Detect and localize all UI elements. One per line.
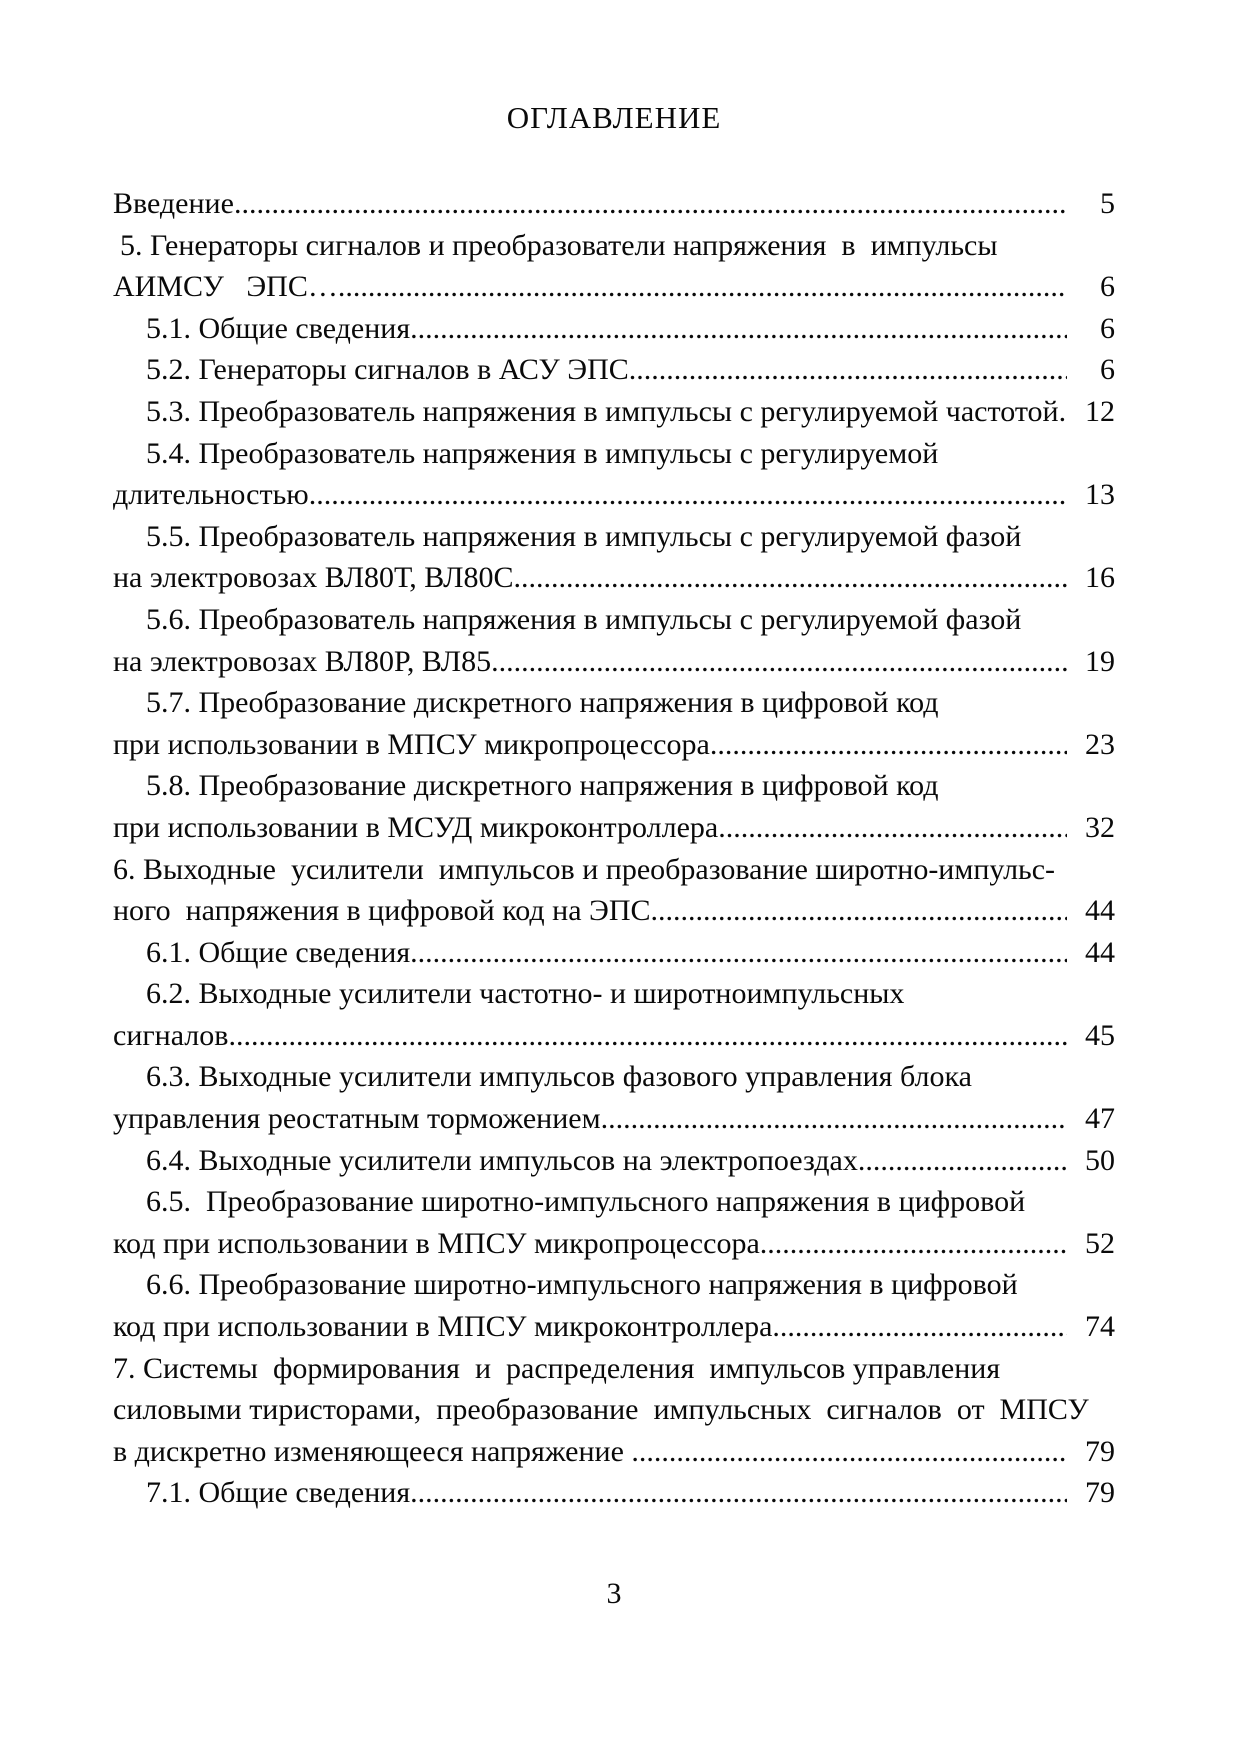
toc-entry-page: 45 — [1085, 1018, 1115, 1052]
toc-entry-label: при использовании в МСУД микроконтроллера — [113, 810, 719, 844]
toc-entry — [113, 474, 1115, 516]
toc-entry-label: на электровозах ВЛ80Т, ВЛ80С — [113, 561, 514, 595]
page-title: ОГЛАВЛЕНИЕ — [506, 100, 722, 135]
toc-entry — [113, 849, 1115, 891]
toc-entry — [113, 1431, 1115, 1473]
toc-entry-label: 5.6. Преобразователь напряжения в импульсы с регулируемой фазой — [146, 602, 1022, 636]
toc-entry — [113, 807, 1115, 849]
toc-entry-label: 5.4. Преобразователь напряжения в импульсы с регулируемой — [146, 436, 939, 470]
toc-entry-page: 13 — [1085, 478, 1115, 512]
dot-leader — [234, 183, 1067, 225]
toc-entry-label: 6.1. Общие сведения — [146, 935, 411, 969]
toc-entry-label: силовыми тиристорами, преобразование импульсных сигналов от МПСУ — [113, 1393, 1089, 1427]
toc-entry-page: 50 — [1085, 1143, 1115, 1177]
toc-entry-page: 79 — [1085, 1434, 1115, 1468]
toc-entry-label: 5.8. Преобразование дискретного напряжения в цифровой код — [146, 769, 939, 803]
toc-entry-page: 79 — [1085, 1476, 1115, 1510]
toc-entry-label: Введение — [113, 187, 234, 220]
toc-entry-page: 47 — [1085, 1102, 1115, 1136]
toc-entry — [113, 1223, 1115, 1265]
toc-entry — [113, 724, 1115, 766]
toc-entry-page: 44 — [1085, 894, 1115, 928]
dot-leader — [338, 266, 1067, 308]
toc-entry — [113, 1015, 1115, 1057]
toc-entry-page: 6 — [1100, 311, 1115, 345]
toc-entry-label: ного напряжения в цифровой код на ЭПС — [113, 894, 651, 928]
toc-entry — [113, 1140, 1115, 1182]
toc-entry-page: 6 — [1100, 270, 1115, 304]
toc-entry — [113, 391, 1115, 433]
toc-entry — [113, 1472, 1115, 1514]
toc-entry-page: 5 — [1100, 187, 1115, 220]
toc-entry — [113, 308, 1115, 350]
toc-entry-label: 5. Генераторы сигналов и преобразователи напряжения в импульсы — [120, 228, 998, 262]
toc-entry-page: 52 — [1085, 1226, 1115, 1260]
toc-entry-label: 7.1. Общие сведения — [146, 1476, 411, 1510]
toc-entry-label: длительностью — [113, 478, 309, 512]
toc-entry — [113, 183, 1115, 225]
dot-leader — [760, 1223, 1067, 1265]
toc-entry-page: 6 — [1100, 353, 1115, 387]
dot-leader — [631, 1431, 1067, 1473]
toc-entry-label: в дискретно изменяющееся напряжение — [113, 1434, 632, 1468]
toc-entry — [113, 1056, 1115, 1098]
toc-entry — [113, 682, 1115, 724]
toc-entry-label: управления реостатным торможением — [113, 1102, 601, 1136]
dot-leader — [514, 557, 1067, 599]
toc-entry — [113, 1098, 1115, 1140]
toc-entry-label: АИМСУ ЭПС… — [113, 270, 338, 304]
toc-entry-label: сигналов — [113, 1018, 229, 1052]
toc-entry — [113, 890, 1115, 932]
toc-entry-label: 6.4. Выходные усилители импульсов на электропоездах — [146, 1143, 858, 1177]
toc-entry-label: 6.3. Выходные усилители импульсов фазового управления блока — [146, 1060, 972, 1094]
toc-entry-page: 23 — [1085, 727, 1115, 761]
toc-entry — [113, 1348, 1115, 1390]
dot-leader — [629, 349, 1067, 391]
toc-entry — [113, 1264, 1115, 1306]
toc-entry-label: на электровозах ВЛ80Р, ВЛ85 — [113, 644, 492, 678]
toc-entry — [113, 973, 1115, 1015]
toc-entry-label: 6.6. Преобразование широтно-импульсного напряжения в цифровой — [146, 1268, 1018, 1302]
toc-entry-label: 5.5. Преобразователь напряжения в импульсы с регулируемой фазой — [146, 519, 1022, 553]
toc-entry — [113, 433, 1115, 475]
dot-leader — [858, 1140, 1067, 1182]
toc-entry — [113, 557, 1115, 599]
toc-entry-label: 5.2. Генераторы сигналов в АСУ ЭПС — [146, 353, 629, 387]
dot-leader — [772, 1306, 1067, 1348]
toc-entry-label: 6.5. Преобразование широтно-импульсного напряжения в цифровой — [146, 1185, 1026, 1219]
toc-entry — [113, 1181, 1115, 1223]
toc-entry-page: 44 — [1085, 935, 1115, 969]
toc-entry — [113, 266, 1115, 308]
toc-entry — [113, 932, 1115, 974]
toc-entry — [113, 765, 1115, 807]
dot-leader — [228, 1015, 1067, 1057]
toc-entry — [113, 225, 1115, 267]
toc-entry-label: при использовании в МПСУ микропроцессора — [113, 727, 710, 761]
toc-entry — [113, 349, 1115, 391]
dot-leader — [309, 474, 1067, 516]
dot-leader — [601, 1098, 1067, 1140]
toc-entry — [113, 599, 1115, 641]
toc-entry — [113, 1306, 1115, 1348]
dot-leader — [410, 308, 1067, 350]
toc-entry — [113, 1389, 1115, 1431]
dot-leader — [651, 890, 1067, 932]
toc-entry-page: 74 — [1085, 1310, 1115, 1344]
toc-entry-label: 7. Системы формирования и распределения импульсов управления — [113, 1351, 1001, 1385]
toc-entry-label: 6. Выходные усилители импульсов и преобразование широтно-импульс- — [113, 852, 1056, 886]
toc-entry — [113, 641, 1115, 683]
toc-entry-label: 6.2. Выходные усилители частотно- и широтноимпульсных — [146, 977, 905, 1011]
toc-entry-page: 16 — [1085, 561, 1115, 595]
dot-leader — [710, 724, 1067, 766]
dot-leader — [410, 1472, 1067, 1514]
toc-entry-label: 5.7. Преобразование дискретного напряжения в цифровой код — [146, 686, 939, 720]
toc-list — [113, 183, 1115, 1514]
dot-leader — [410, 932, 1067, 974]
dot-leader — [491, 641, 1067, 683]
toc-entry-label: код при использовании в МПСУ микроконтроллера — [113, 1310, 773, 1344]
toc-entry-page: 12 — [1085, 394, 1115, 428]
dot-leader — [1059, 391, 1067, 433]
toc-entry-page: 19 — [1085, 644, 1115, 678]
toc-entry-label: 5.3. Преобразователь напряжения в импульсы с регулируемой частотой — [146, 394, 1059, 428]
toc-entry — [113, 516, 1115, 558]
toc-entry-label: 5.1. Общие сведения — [146, 311, 411, 345]
footer-page-number: 3 — [606, 1577, 622, 1610]
toc-entry-label: код при использовании в МПСУ микропроцессора — [113, 1226, 760, 1260]
dot-leader — [718, 807, 1067, 849]
toc-entry-page: 32 — [1085, 810, 1115, 844]
